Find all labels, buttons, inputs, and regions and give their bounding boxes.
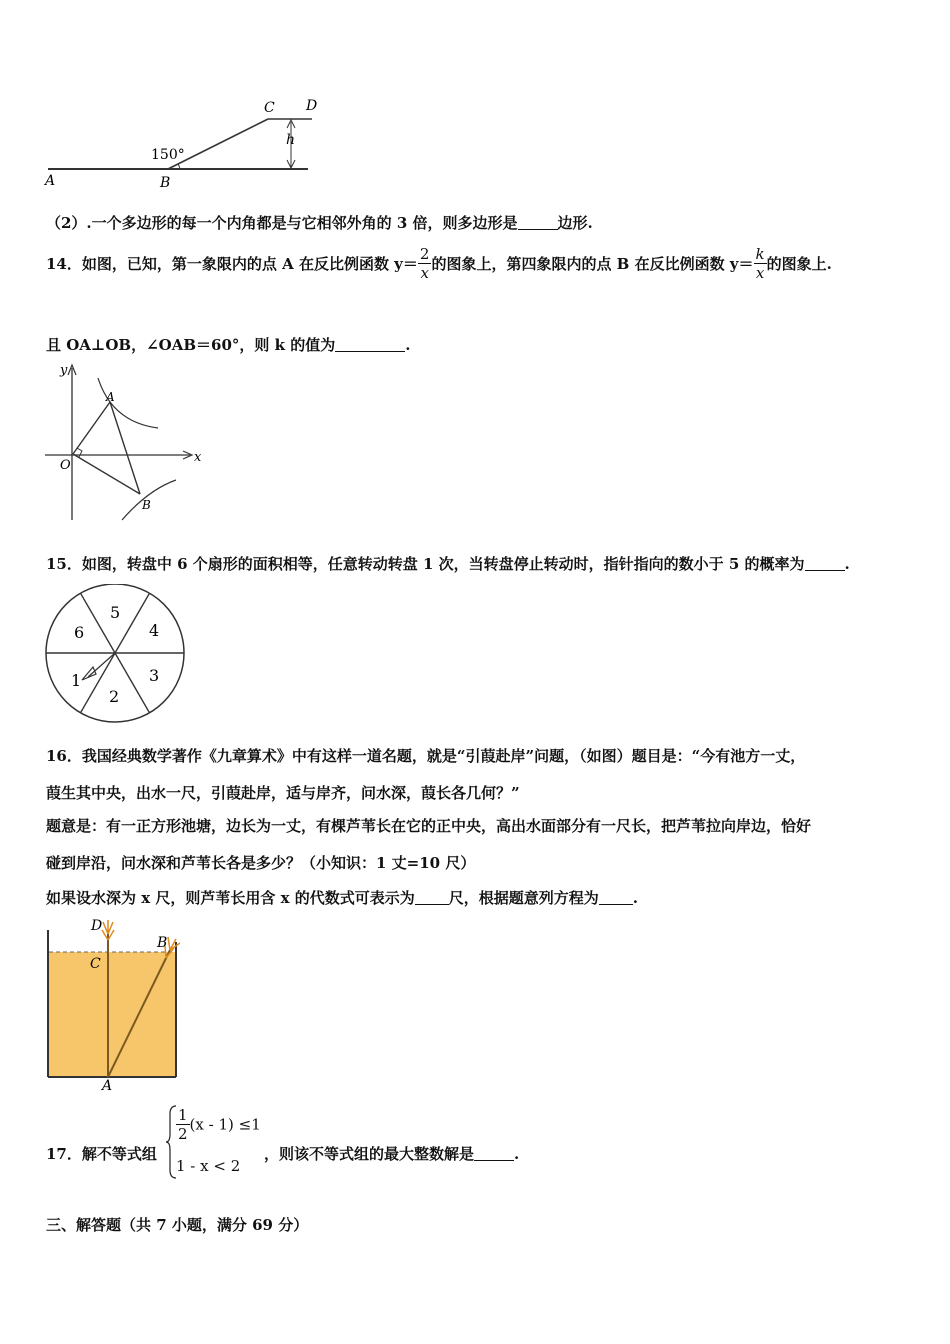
q16-text: 16．我国经典数学著作《九章算术》中有这样一道名题，就是“引葭赴岸”问题，（如图）题目是：“今有池方一丈， xyxy=(46,747,806,765)
fraction-denominator: x xyxy=(754,263,767,282)
q17-suffix xyxy=(264,1143,519,1164)
point-b-label: B xyxy=(142,498,151,512)
q16-text: 葭生其中央，出水一尺，引葭赴岸，适与岸齐，问水深，葭长各几何？” xyxy=(46,784,520,802)
angle-label: 150° xyxy=(151,147,185,163)
q16-line3 xyxy=(46,815,811,836)
fraction-numerator: k xyxy=(755,245,765,263)
q14-line1 xyxy=(46,245,832,282)
sector-label: 2 xyxy=(109,687,120,706)
q16-line4 xyxy=(46,852,475,873)
pond-water xyxy=(49,952,175,1076)
segment-oa xyxy=(73,402,110,454)
fraction-k-over-x xyxy=(754,245,767,282)
q17-text: 17．解不等式组 xyxy=(46,1145,157,1163)
answer-blank[interactable] xyxy=(599,890,633,905)
q16-text: 碰到岸沿，问水深和芦苇长各是多少？（小知识：1 丈=10 尺） xyxy=(46,854,476,872)
y-axis-label: y xyxy=(60,363,68,378)
section-title-text: 三、解答题（共 7 小题，满分 69 分） xyxy=(46,1216,309,1234)
q14-text-c: 的图象上. xyxy=(766,255,832,273)
sector-label: 3 xyxy=(149,666,160,685)
height-label: h xyxy=(286,132,296,148)
answer-blank[interactable] xyxy=(474,1146,514,1161)
q15-text: 15．如图，转盘中 6 个扇形的面积相等，任意转动转盘 1 次，当转盘停止转动时，指针指向的数小于 5 的概率为 xyxy=(46,555,805,573)
origin-label: O xyxy=(60,458,71,473)
point-c-label: C xyxy=(264,100,275,116)
q16-text: 如果设水深为 x 尺，则芦苇长用含 x 的代数式可表示为 xyxy=(46,889,415,907)
spinner-figure xyxy=(42,584,190,724)
point-d-label: D xyxy=(306,98,318,114)
q16-text: . xyxy=(632,889,639,907)
sector-label: 6 xyxy=(74,623,85,642)
pond-figure xyxy=(42,912,187,1092)
q14-text-a: 14．如图，已知，第一象限内的点 A 在反比例函数 y＝ xyxy=(46,255,418,273)
answer-blank[interactable] xyxy=(518,215,558,230)
slope-figure xyxy=(40,92,330,192)
fraction-denominator: 2 xyxy=(178,1125,188,1143)
q14-text-line2: 且 OA⊥OB，∠OAB＝60°，则 k 的值为 xyxy=(46,336,336,354)
point-b-label: B xyxy=(157,935,168,951)
q13-part2 xyxy=(46,212,593,233)
answer-blank[interactable] xyxy=(335,337,405,352)
fraction-one-half xyxy=(176,1106,190,1143)
point-a-label: A xyxy=(102,1078,113,1092)
point-d-label: D xyxy=(91,918,103,934)
q16-text: 题意是：有一正方形池塘，边长为一丈，有棵芦苇长在它的正中央，高出水面部分有一尺长，把芦苇拉向岸边，恰好 xyxy=(46,817,812,835)
q14-line2 xyxy=(46,334,410,355)
answer-blank[interactable] xyxy=(805,556,845,571)
q14-figure xyxy=(40,360,210,525)
point-c-label: C xyxy=(90,956,101,972)
q17-text: ，则该不等式组的最大整数解是 xyxy=(264,1145,475,1163)
pointer-arrow xyxy=(82,653,115,680)
q16-line5 xyxy=(46,887,638,908)
inequality-1-rest: (x - 1) ≤1 xyxy=(189,1115,261,1134)
q15-line xyxy=(46,553,850,574)
fraction-denominator: x xyxy=(418,263,432,282)
q16-text: 尺，根据题意列方程为 xyxy=(448,889,599,907)
fraction-2-over-x xyxy=(418,245,432,282)
q16-line2 xyxy=(46,782,520,803)
point-a-label: A xyxy=(45,173,56,189)
x-axis-label: x xyxy=(194,450,202,465)
q15-text-after: . xyxy=(844,555,850,573)
sector-label: 5 xyxy=(110,603,121,622)
q16-line1 xyxy=(46,745,805,766)
inequality-2 xyxy=(176,1157,240,1175)
fraction-numerator: 1 xyxy=(178,1106,188,1124)
segment-ob xyxy=(73,454,140,494)
q13-text: （2）.一个多边形的每一个内角都是与它相邻外角的 3 倍，则多边形是 xyxy=(46,214,518,232)
q17-text-after: . xyxy=(514,1145,520,1163)
point-a-label: A xyxy=(106,390,115,404)
q14-text-after: . xyxy=(405,336,411,354)
inequality-1 xyxy=(176,1106,261,1143)
q17-prefix xyxy=(46,1143,157,1164)
q13-text-after: 边形. xyxy=(557,214,593,232)
point-b-label: B xyxy=(160,175,171,191)
section-3-title xyxy=(46,1214,308,1235)
q14-text-b: 的图象上，第四象限内的点 B 在反比例函数 y＝ xyxy=(431,255,754,273)
sector-label: 4 xyxy=(149,621,160,640)
inequality-2-text: 1 - x < 2 xyxy=(176,1157,241,1175)
fraction-numerator: 2 xyxy=(419,245,430,263)
sector-label: 1 xyxy=(71,671,82,690)
answer-blank[interactable] xyxy=(415,890,449,905)
